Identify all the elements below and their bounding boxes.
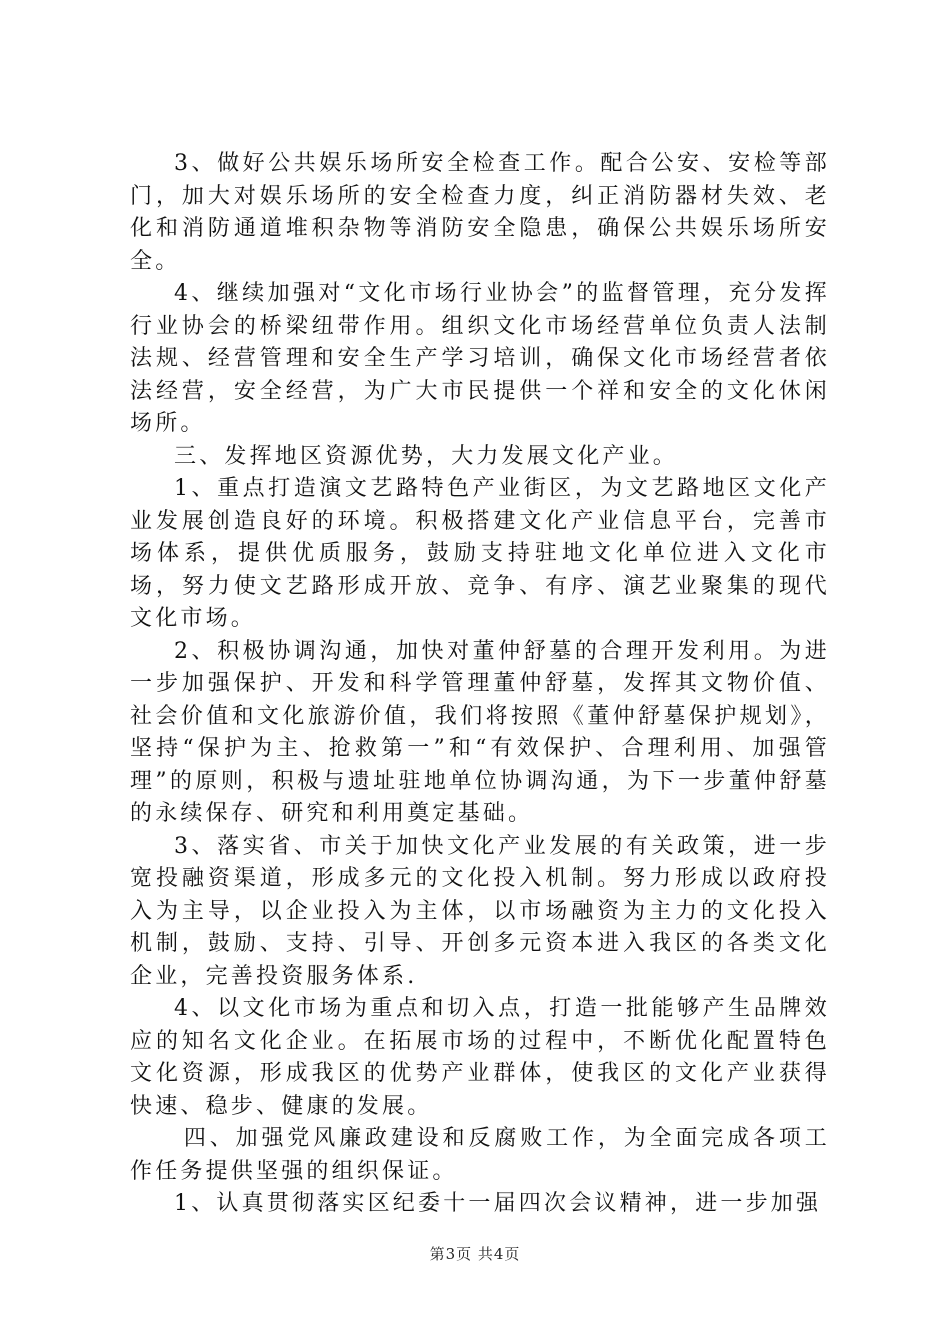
paragraph: 4、以文化市场为重点和切入点，打造一批能够产生品牌效应的知名文化企业。在拓展市场的过程中，不断优化配置特色文化资源，形成我区的优势产业群体，使我区的文化产业获得快速、稳步、健康的发展。 [130,996,830,1119]
section-heading: 四、加强党风廉政建设和反腐败工作，为全面完成各项工作任务提供坚强的组织保证。 [130,1126,830,1184]
document-body [130,148,830,1221]
paragraph: 2、积极协调沟通，加快对董仲舒墓的合理开发利用。为进一步加强保护、开发和科学管理董仲舒墓，发挥其文物价值、社会价值和文化旅游价值，我们将按照《董仲舒墓保护规划》，坚持“保护为主、抢救第一”和“有效保护、合理利用、加强管理”的原则，积极与遗址驻地单位协调沟通，为下一步董仲舒墓的永续保存、研究和利用奠定基础。 [130,638,830,826]
page-number-footer: 第3页 共4页 [429,1245,521,1263]
paragraph: 4、继续加强对“文化市场行业协会”的监督管理，充分发挥行业协会的桥梁纽带作用。组织文化市场经营单位负责人法制法规、经营管理和安全生产学习培训，确保文化市场经营者依法经营，安全经营，为广大市民提供一个祥和安全的文化休闲场所。 [130,281,830,436]
paragraph: 3、落实省、市关于加快文化产业发展的有关政策，进一步宽投融资渠道，形成多元的文化投入机制。努力形成以政府投入为主导，以企业投入为主体，以市场融资为主力的文化投入机制，鼓励、支持、引导、开创多元资本进入我区的各类文化企业，完善投资服务体系. [130,833,830,989]
paragraph: 1、重点打造演文艺路特色产业街区，为文艺路地区文化产业发展创造良好的环境。积极搭建文化产业信息平台，完善市场体系，提供优质服务，鼓励支持驻地文化单位进入文化市场，努力使文艺路形成开放、竞争、有序、演艺业聚集的现代文化市场。 [130,476,830,631]
section-heading: 三、发挥地区资源优势，大力发展文化产业。 [174,443,679,469]
paragraph: 3、做好公共娱乐场所安全检查工作。配合公安、安检等部门，加大对娱乐场所的安全检查力度，纠正消防器材失效、老化和消防通道堆积杂物等消防安全隐患，确保公共娱乐场所安全。 [130,151,830,274]
paragraph: 1、认真贯彻落实区纪委十一届四次会议精神，进一步加强 [174,1191,822,1216]
